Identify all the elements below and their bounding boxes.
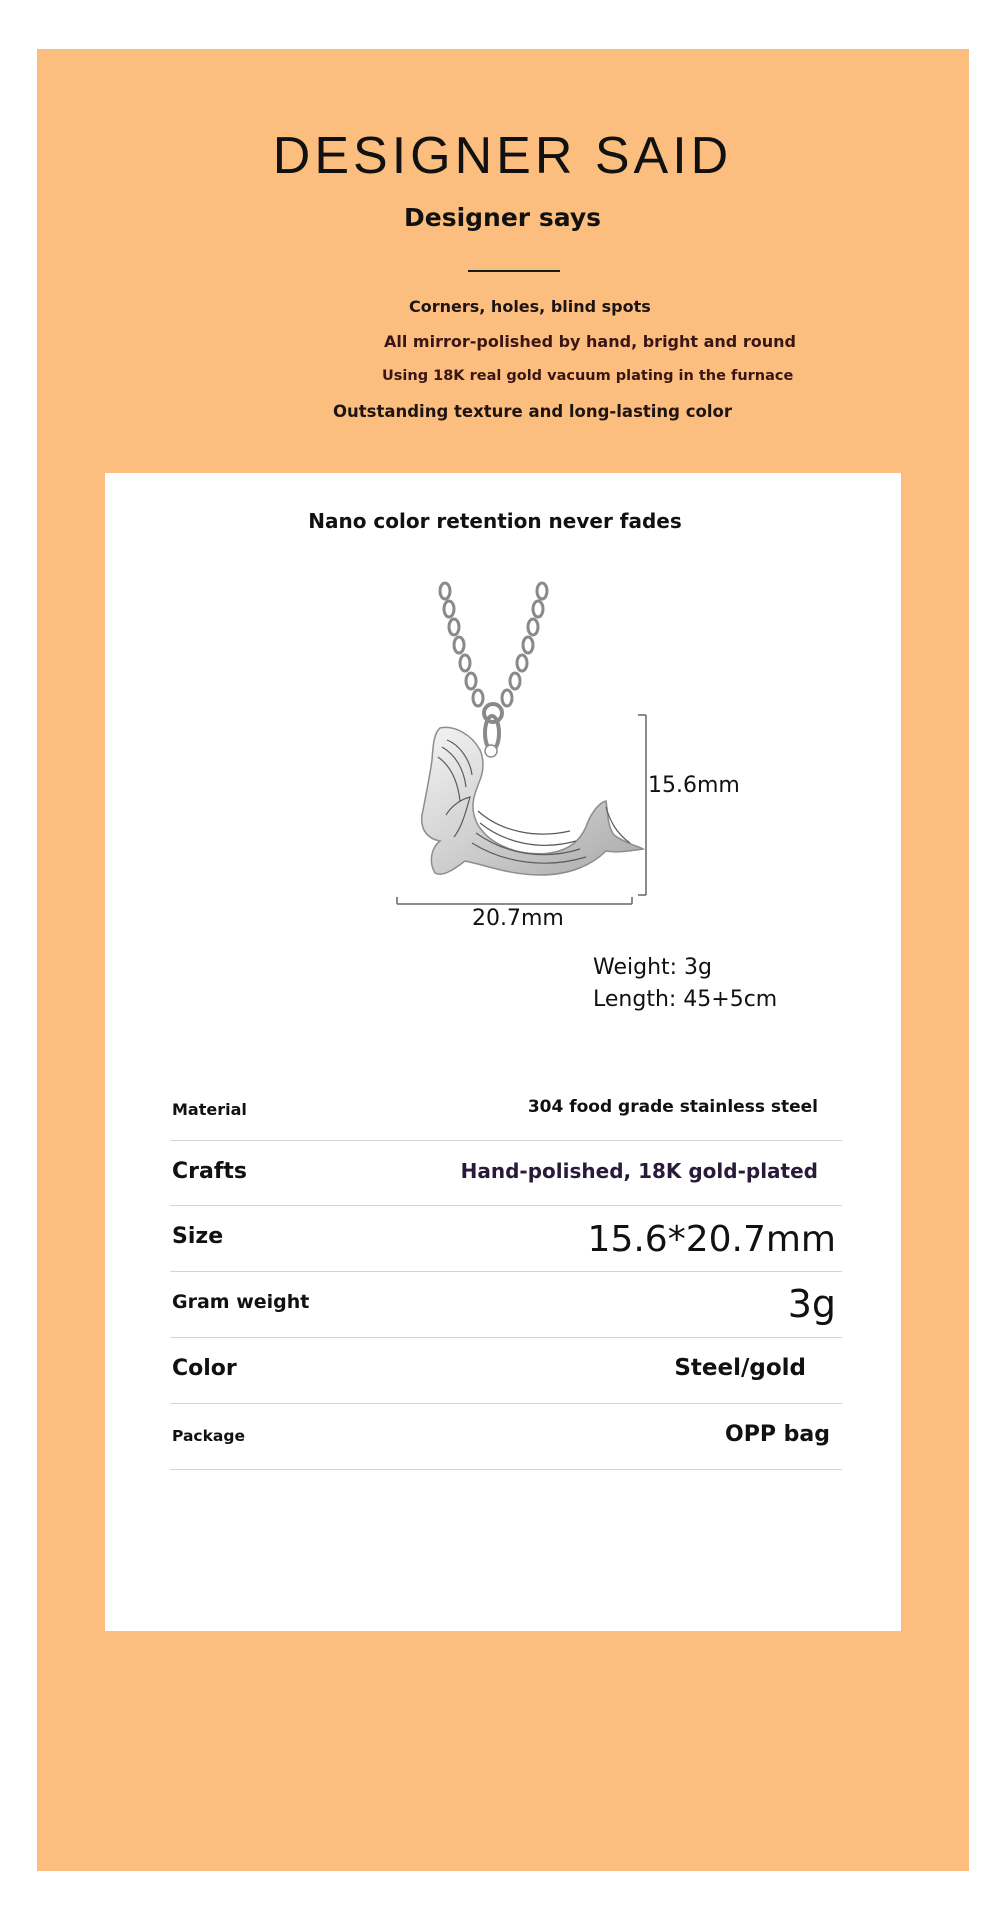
- spec-row-material: [170, 1078, 842, 1141]
- length-label: Length: 45+5cm: [593, 987, 778, 1012]
- spec-label: Gram weight: [172, 1291, 310, 1313]
- description-line-1: Corners, holes, blind spots: [409, 297, 651, 316]
- spec-row-size: [170, 1207, 842, 1272]
- spec-value: 3g: [787, 1282, 836, 1326]
- whale-body: [422, 727, 643, 875]
- title-divider: [468, 270, 560, 272]
- description-line-2: All mirror-polished by hand, bright and round: [384, 332, 796, 351]
- spec-value: 15.6*20.7mm: [587, 1219, 836, 1260]
- spec-value: Hand-polished, 18K gold-plated: [460, 1159, 818, 1183]
- designer-said-title: DESIGNER SAID: [272, 127, 733, 185]
- spec-row-package: [170, 1405, 842, 1470]
- spec-row-color: [170, 1339, 842, 1404]
- spec-label: Size: [172, 1224, 224, 1249]
- chain: [440, 583, 547, 750]
- whale-pendant-image: [380, 575, 670, 905]
- spec-label: Package: [172, 1427, 245, 1445]
- designer-says-subtitle: Designer says: [404, 203, 601, 232]
- spec-value: 304 food grade stainless steel: [527, 1097, 818, 1117]
- spec-value: Steel/gold: [674, 1355, 806, 1381]
- spec-label: Material: [172, 1100, 247, 1119]
- description-line-4: Outstanding texture and long-lasting color: [333, 402, 732, 421]
- width-dimension-label: 20.7mm: [472, 906, 564, 931]
- spec-label: Crafts: [172, 1159, 248, 1184]
- height-dimension-label: 15.6mm: [648, 773, 740, 798]
- spec-row-crafts: [170, 1142, 842, 1206]
- spec-value: OPP bag: [725, 1422, 830, 1447]
- weight-label: Weight: 3g: [593, 955, 713, 980]
- card-title: Nano color retention never fades: [308, 509, 682, 533]
- spec-label: Color: [172, 1356, 237, 1381]
- spec-row-gram-weight: [170, 1273, 842, 1338]
- description-line-3: Using 18K real gold vacuum plating in the furnace: [382, 368, 794, 384]
